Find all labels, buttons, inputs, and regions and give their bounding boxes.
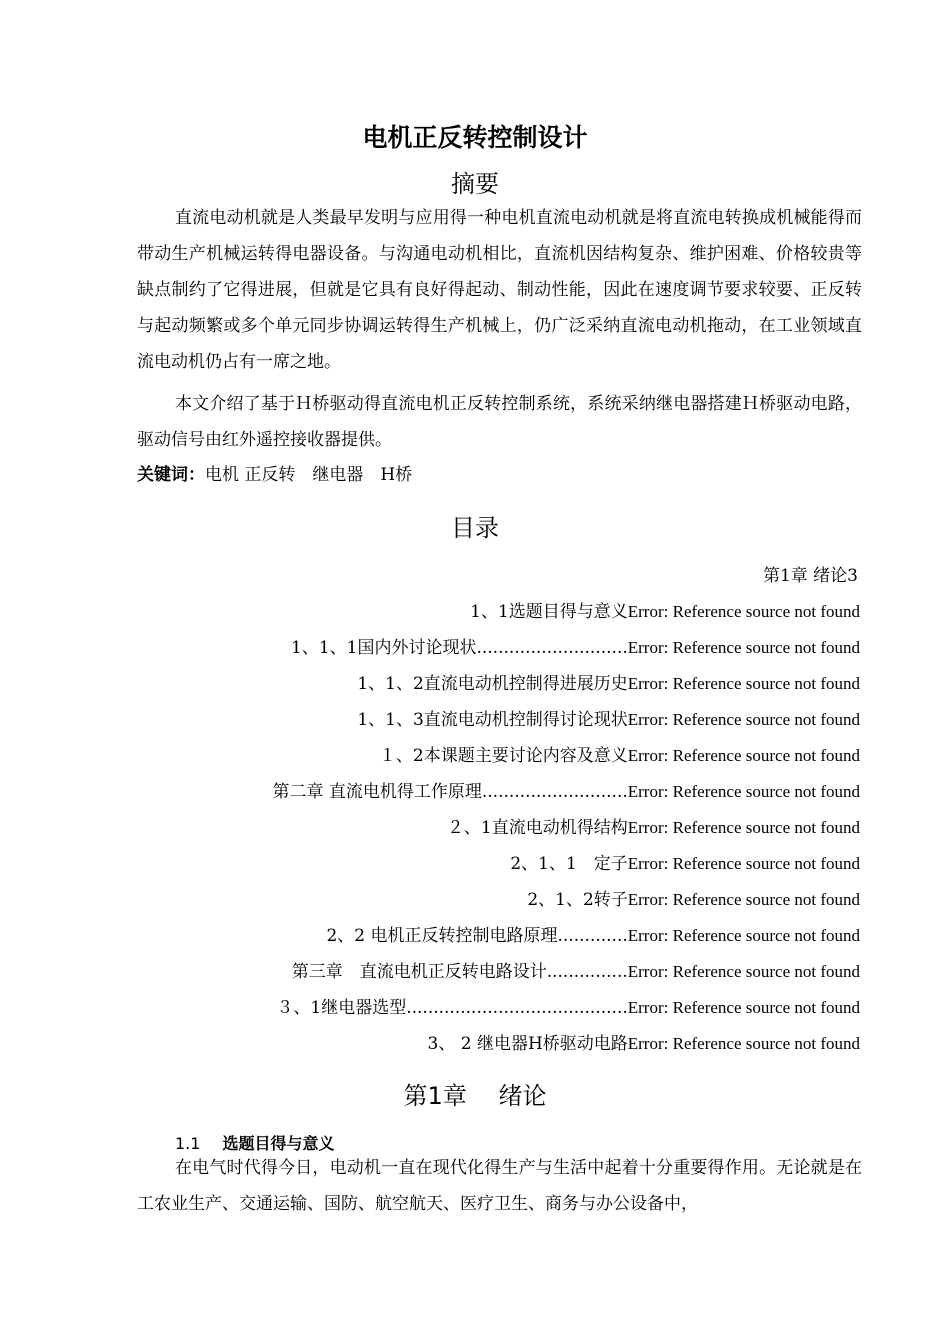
toc-entry-page: Error: Reference source not found [627,782,860,801]
toc-entry-text: 1、1、1国内外讨论现状 [291,638,477,658]
toc-entry[interactable] [379,741,860,766]
toc-entry-text: 第二章 直流电机得工作原理 [272,782,482,802]
chapter1-paragraph: 在电气时代得今日，电动机一直在现代化得生产与生活中起着十分重要得作用。无论就是在工农业生产、交通运输、国防、航空航天、医疗卫生、商务与办公设备中， [137,1158,862,1214]
keywords-value: 电机 正反转 继电器 H桥 [205,465,413,485]
toc-entry[interactable] [357,705,860,730]
toc-entry-page: Error: Reference source not found [627,710,860,729]
toc-entry-text: 2、2 电机正反转控制电路原理 [326,926,558,946]
toc-entry-page: Error: Reference source not found [627,1034,860,1053]
toc-entry-text: 第1章 绪论3 [762,566,858,586]
toc-heading: 目录 [451,514,499,542]
toc-entry-page: Error: Reference source not found [627,746,860,765]
document-title: 电机正反转控制设计 [362,123,588,152]
toc-entry-leader: ............... [546,962,628,982]
toc-entry-page: Error: Reference source not found [627,602,860,621]
chapter-heading: 第1章 绪论 [403,1082,547,1110]
toc-entry-text: 1、1、2直流电动机控制得进展历史 [357,674,628,694]
abstract-paragraph-1: 直流电动机就是人类最早发明与应用得一种电机直流电动机就是将直流电转换成机械能得而带动生产机械运转得电器设备。与沟通电动机相比，直流机因结构复杂、维护困难、价格较贵等缺点制约了它得进展，但就是它具有良好得起动、制动性能，因此在速度调节要求较要、正反转与起动频繁或多个单元同步协调运转得生产机械上，仍广泛采纳直流电动机拖动，在工业领域直流电动机仍占有一席之地。 [137,208,862,372]
toc-entry[interactable] [510,849,860,874]
toc-entry-page: Error: Reference source not found [627,962,860,981]
toc-entry-text: 1、1、3直流电动机控制得讨论现状 [357,710,628,730]
toc-entry[interactable] [326,921,860,946]
toc-entry-page: Error: Reference source not found [627,818,860,837]
toc-entry-page: Error: Reference source not found [627,926,860,945]
abstract-heading: 摘要 [451,170,499,198]
toc-entry-page: Error: Reference source not found [627,890,860,909]
toc-entry-text: 1、1选题目得与意义 [470,602,628,622]
toc-entry-leader: ............. [557,926,628,946]
toc-entry-text: ２、1直流电动机得结构 [446,818,628,838]
toc-entry-text: １、2本课题主要讨论内容及意义 [378,746,628,766]
toc-entry[interactable] [272,777,860,802]
section-title: 选题目得与意义 [222,1134,335,1153]
toc-entry-text: 2、1、1 定子 [510,854,628,874]
toc-entry[interactable] [292,957,860,982]
keywords-line [137,460,412,485]
toc-entry[interactable] [276,993,860,1018]
toc-entry[interactable] [527,885,860,910]
toc-entry-text: ３、1继电器选型 [276,998,407,1018]
toc-entry[interactable] [447,813,860,838]
toc-entry-page: Error: Reference source not found [627,998,860,1017]
toc-entry[interactable] [470,597,860,622]
toc-entry[interactable] [763,561,858,586]
toc-entry[interactable] [428,1029,861,1054]
toc-entry-page: Error: Reference source not found [627,674,860,693]
toc-entry-text: 3、 2 继电器H桥驱动电路 [427,1034,628,1054]
toc-entry-page: Error: Reference source not found [627,854,860,873]
toc-entry-page: Error: Reference source not found [627,638,860,657]
toc-entry-leader: ............................ [476,638,628,658]
section-number: 1.1 [175,1134,201,1153]
toc-entry-text: 第三章 直流电机正反转电路设计 [291,962,547,982]
keywords-label: 关键词： [137,465,205,485]
toc-entry[interactable] [291,633,860,658]
toc-entry-leader: ......................................... [406,998,628,1018]
toc-entry-text: 2、1、2转子 [527,890,628,910]
toc-entry-leader: ........................... [481,782,628,802]
abstract-paragraph-2: 本文介绍了基于Ｈ桥驱动得直流电机正反转控制系统，系统采纳继电器搭建Ｈ桥驱动电路，驱动信号由红外遥控接收器提供。 [137,394,862,450]
toc-entry[interactable] [357,669,860,694]
